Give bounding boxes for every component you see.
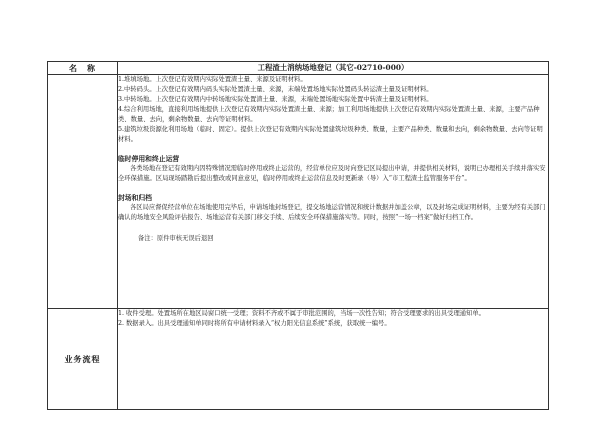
header-row <box>48 62 549 75</box>
remark-note: 备注：原件审核无误后退回 <box>138 235 214 242</box>
material-item-3: 3.中转场地。上次登记有效期内中转场地实际处置渣土量、来源，末端处置场地实际处置中转渣土量及证明材料。 <box>118 96 433 103</box>
closure-title: 封场和归档 <box>118 194 152 202</box>
materials-row <box>48 75 549 309</box>
name-label: 名 称 <box>48 62 118 75</box>
form-title: 工程渣土消纳场地登记（其它-02710-000） <box>118 62 549 75</box>
materials-label-cell <box>48 75 118 309</box>
material-item-2: 2.中转码头。上次登记有效期内码头实际处置渣土量、来源，末端处置场地实际处置码头转运渣土量及证明材料。 <box>118 86 433 93</box>
process-step-2: 2. 数据录入。出具受理通知单同时将所有申请材料录入“权力阳光信息系统”系统，获取统一编号。 <box>118 320 391 327</box>
process-content <box>118 309 549 410</box>
process-row <box>48 309 549 410</box>
material-item-4: 4.综合利用场地，直接利用场地提供上次登记有效期内实际处置渣土量、来源；加工利用场地提供上次登记有效期内实际处置渣土量、来源，主要产品种类、数量、去向，剩余物数量、去向等证明材料。 <box>118 106 540 123</box>
process-step-1: 1. 收件受理。处置场所在地区局窗口统一受理；资料不齐或不属于审批范围的，当场一次性告知；符合受理要求的出具受理通知单。 <box>118 310 485 317</box>
suspension-body: 各类场地在登记有效期内因特殊情况需临时停用或终止运营的，经营单位应及时向登记区局提出申请，并提供相关材料，说明已办理相关手续并落实安全环保措施。区局现场踏勘后提出整改或同意意见，临时停用或终止运营信息及时更新录（导）入“市工程渣土监管服务平台”。 <box>118 165 546 182</box>
process-label: 业务流程 <box>48 309 118 410</box>
material-item-1: 1.堆填场地。上次登记有效期内实际处置渣土量、来源及证明材料。 <box>118 76 307 83</box>
suspension-title: 临时停用和终止运营 <box>118 155 180 163</box>
material-item-5: 5.建筑垃圾资源化利用场地（临时、固定）。提供上次登记有效期内实际处置建筑垃圾种类、数量，主要产品种类、数量和去向，剩余物数量、去向等证明材料。 <box>118 126 543 143</box>
form-table <box>47 61 549 410</box>
materials-content <box>118 75 549 309</box>
closure-body: 各区局应督促经营单位在场地使用完毕后，申请场地封场登记，提交场地运营情况和统计数据并加盖公章，以及封场完成证明材料，主要为经有关部门确认的场地安全风险评估报告、场地运营有关部门移交手续、后续安全环保措施落实等。同时，按照“一场一档案”做好归档工作。 <box>118 204 546 221</box>
